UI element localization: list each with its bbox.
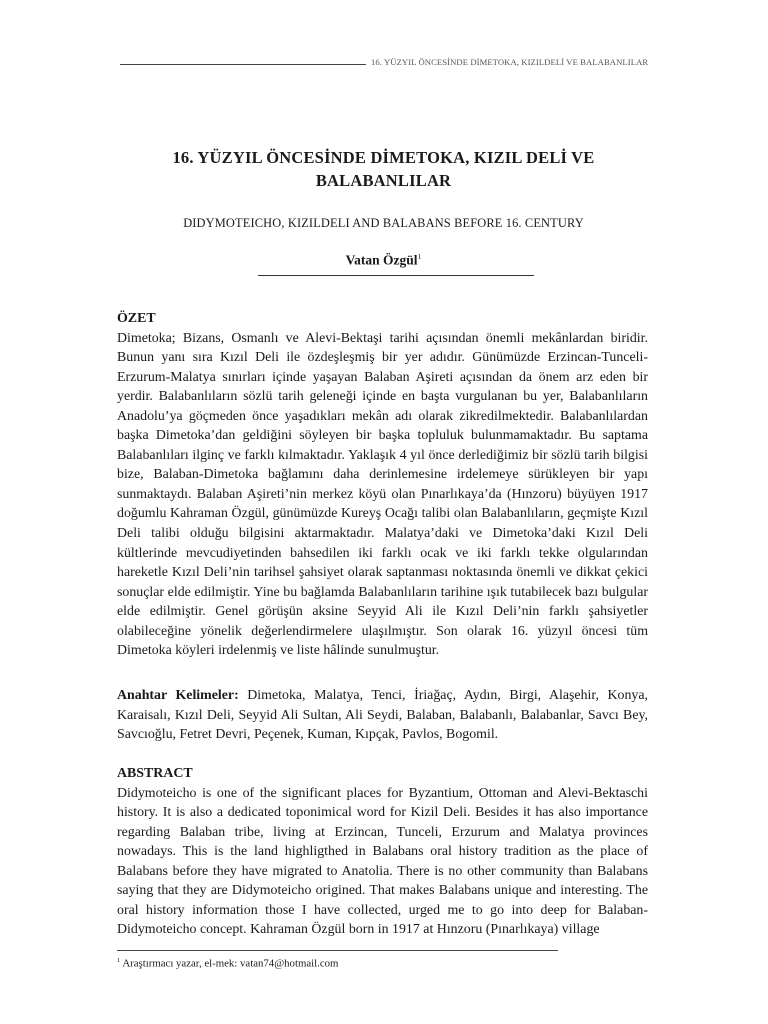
ozet-body: Dimetoka; Bizans, Osmanlı ve Alevi-Bektaşi tarihi açısından önemli mekânlardan biridir. Bunun yanı sıra Kızıl Deli ile özdeşleşmiş bir yer adıdır. Günümüzde Erzincan-Tunceli-Erzurum-Malatya sınırları içinde yaşayan Balaban Aşireti açısından da önem arz eden bir yerdir. Balabanlıların sözlü tarih geleneği içinde en başta vurgulanan bu yer, Balabanlıların Anadolu’ya göçmeden önce yaşadıkları mekân adı olarak zikredilmektedir. Balabanlılardan başka Dimetoka’dan geldiğini söyleyen bir başka topluluk bulunmamaktadır. Bu saptama Balabanlıları ilginç ve farklı kılmaktadır. Yaklaşık 4 yıl önce derlediğimiz bir sözlü tarih bilgisi bize, Balaban-Dimetoka bağlamını daha derinlemesine irdelemeye sürükleyen bir yapı sunmaktaydı. Balaban Aşireti’nin merkez köyü olan Pınarlıkaya’da (Hınzoru) büyüyen 1917 doğumlu Kahraman Özgül, günümüzde Kureyş Ocağı talibi olan Balabanlıların, geçmişte Kızıl Deli talibi olduğu bilgisini aktarmaktadır. Malatya’daki ve Dimetoka’daki Kızıl Deli kültlerinde mevcudiyetinden bahsedilen iki farklı ocak ve iki farklı tekke olgularından hareketle Kızıl Deli’nin tarihsel şahsiyet olarak saptanması noktasında önemli ve dikkat çekici sonuçlar elde edilmiştir. Yine bu bağlamda Balabanlıların tarihine ışık tutabilecek bazı bulgular elde edilmiştir. Genel görüşün aksine Seyyid Ali ile Kızıl Deli’nin farklı şahsiyetler olabileceğine yönelik değerlendirmelere ulaşılmıştır. Son olarak 16. yüzyıl öncesi tüm Dimetoka köyleri irdelenmiş ve liste hâlinde sunulmuştur. — [117, 330, 648, 659]
article-title: 16. YÜZYIL ÖNCESİNDE DİMETOKA, KIZIL DELİ VE BALABANLILAR — [172, 148, 595, 190]
abstract-body: Didymoteicho is one of the significant places for Byzantium, Ottoman and Alevi-Bektaschi history. It is also a dedicated toponimical word for Kizil Deli. Besides it has also importance regarding Balaban tribe, living at Erzincan, Tunceli, Erzurum and Malatya provinces nowadays. This is the land highligthed in Balabans oral history tradition as the place of Balabans before they have migrated to Anatolia. There is no other community than Balabans saying that they are Didymoteicho origined. That makes Balabans unique and interesting. The oral history information those I have collected, urged me to go into deep for Balaban-Didymoteicho concept. Kahraman Özgül born in 1917 at Hınzoru (Pınarlıkaya) village — [117, 785, 648, 938]
abstract-section — [117, 764, 648, 940]
author-rule — [258, 275, 534, 276]
footnote-mark: 1 — [117, 957, 121, 964]
author-line — [120, 252, 647, 269]
ozet-section — [117, 309, 648, 661]
author-footnote-mark: 1 — [417, 252, 422, 261]
keywords-paragraph — [117, 686, 648, 745]
running-head-rule — [120, 64, 366, 65]
footnote-text: Araştırmacı yazar, el-mek: vatan74@hotmail.com — [120, 957, 339, 970]
article-subtitle: DIDYMOTEICHO, KIZILDELI AND BALABANS BEFORE 16. CENTURY — [183, 216, 584, 230]
author-name: Vatan Özgül — [345, 252, 418, 268]
footnote — [117, 957, 617, 970]
keywords-text: Dimetoka, Malatya, Tenci, İriağaç, Aydın, Birgi, Alaşehir, Konya, Karaisalı, Kızıl Deli, Seyyid Ali Sultan, Ali Seydi, Balaban, Balabanlı, Balabanlar, Savcı Bey, Savcıoğlu, Fetret Devri, Peçenek, Kuman, Kıpçak, Pavlos, Bogomil. — [117, 688, 648, 743]
running-head: 16. YÜZYIL ÖNCESİNDE DİMETOKA, KIZILDELİ VE BALABANLILAR — [371, 57, 649, 67]
footnote-rule — [117, 950, 558, 951]
ozet-heading: ÖZET — [117, 311, 156, 326]
abstract-heading: ABSTRACT — [117, 766, 193, 781]
keywords-label: Anahtar Kelimeler: — [117, 688, 239, 703]
keywords-section — [117, 686, 648, 745]
